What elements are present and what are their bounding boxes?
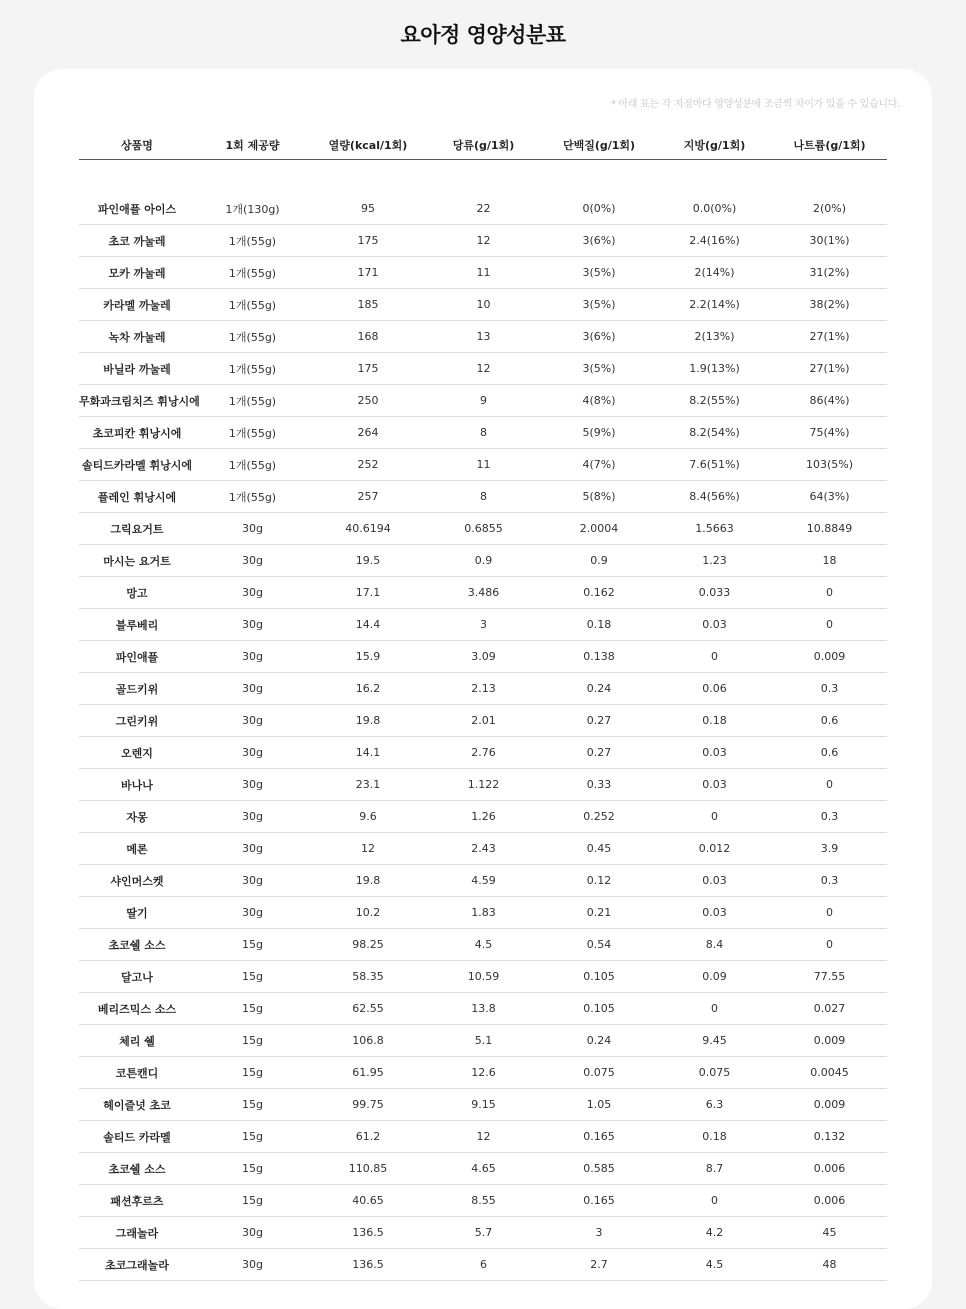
sugar-cell: 2.01 <box>471 714 496 727</box>
fat-cell: 0.18 <box>702 714 727 727</box>
calories-cell: 40.6194 <box>345 522 391 535</box>
protein-cell: 3(6%) <box>582 330 616 343</box>
protein-cell: 0.252 <box>583 810 615 823</box>
product-name-cell: 솔티드 카라멜 <box>103 1130 171 1144</box>
protein-cell: 0.54 <box>586 938 612 951</box>
sodium-cell: 0.009 <box>813 650 846 663</box>
sodium-cell: 64(3%) <box>809 490 850 503</box>
protein-cell: 2.0004 <box>579 522 619 535</box>
serving-size-cell: 30g <box>242 1258 263 1271</box>
sugar-cell: 12 <box>476 234 491 247</box>
serving-size-cell: 1개(55g) <box>228 266 277 280</box>
serving-size-cell: 15g <box>242 938 263 951</box>
sodium-cell: 27(1%) <box>809 362 850 375</box>
table-row <box>79 993 887 1025</box>
serving-size-cell: 30g <box>242 778 263 791</box>
sugar-cell: 3.09 <box>471 650 496 663</box>
protein-cell: 4(7%) <box>582 458 616 471</box>
sugar-cell: 0.9 <box>474 554 493 567</box>
calories-cell: 98.25 <box>352 938 384 951</box>
serving-size-cell: 30g <box>242 1226 263 1239</box>
calories-cell: 175 <box>357 362 379 375</box>
calories-cell: 185 <box>357 298 379 311</box>
sugar-cell: 10.59 <box>467 970 500 983</box>
fat-cell: 0.03 <box>702 746 727 759</box>
product-name-cell: 바나나 <box>121 778 153 792</box>
sugar-cell: 12 <box>476 1130 491 1143</box>
sugar-cell: 3.486 <box>467 586 500 599</box>
calories-cell: 175 <box>357 234 379 247</box>
fat-cell: 0.033 <box>698 586 731 599</box>
protein-cell: 0.33 <box>586 778 612 791</box>
product-name-cell: 솔티드카라멜 휘낭시에 <box>81 458 193 472</box>
sugar-cell: 3 <box>480 618 487 631</box>
column-header-protein: 단백질(g/1회) <box>562 139 636 152</box>
calories-cell: 252 <box>357 458 379 471</box>
serving-size-cell: 30g <box>242 746 263 759</box>
sodium-cell: 0 <box>826 586 833 599</box>
protein-cell: 0.21 <box>586 906 612 919</box>
fat-cell: 0.06 <box>702 682 727 695</box>
serving-size-cell: 30g <box>242 650 263 663</box>
calories-cell: 171 <box>357 266 379 279</box>
calories-cell: 62.55 <box>352 1002 384 1015</box>
sugar-cell: 0.6855 <box>464 522 503 535</box>
table-row <box>79 1217 887 1249</box>
table-row <box>79 865 887 897</box>
product-name-cell: 패션후르츠 <box>110 1194 164 1208</box>
sodium-cell: 2(0%) <box>812 202 847 215</box>
fat-cell: 6.3 <box>705 1098 724 1111</box>
protein-cell: 0.075 <box>583 1066 615 1079</box>
protein-cell: 3(5%) <box>582 266 616 279</box>
serving-size-cell: 15g <box>242 1162 263 1175</box>
serving-size-cell: 30g <box>242 522 263 535</box>
serving-size-cell: 15g <box>242 1130 263 1143</box>
product-name-cell: 오렌지 <box>121 746 153 760</box>
serving-size-cell: 15g <box>242 1194 263 1207</box>
table-row <box>79 353 887 385</box>
protein-cell: 0.24 <box>586 1034 612 1047</box>
fat-cell: 0 <box>711 650 718 663</box>
serving-size-cell: 30g <box>242 810 263 823</box>
table-header <box>79 131 887 160</box>
table-row <box>79 1153 887 1185</box>
calories-cell: 136.5 <box>352 1258 384 1271</box>
product-name-cell: 메론 <box>126 842 148 856</box>
sugar-cell: 1.26 <box>471 810 496 823</box>
product-name-cell: 딸기 <box>126 906 148 920</box>
table-row <box>79 897 887 929</box>
protein-cell: 3(6%) <box>582 234 616 247</box>
sodium-cell: 0.3 <box>820 874 839 887</box>
sugar-cell: 13.8 <box>471 1002 496 1015</box>
serving-size-cell: 1개(55g) <box>228 234 277 248</box>
sugar-cell: 5.7 <box>474 1226 493 1239</box>
calories-cell: 58.35 <box>352 970 384 983</box>
table-row <box>79 225 887 257</box>
serving-size-cell: 1개(130g) <box>225 202 280 216</box>
fat-cell: 8.2(54%) <box>689 426 740 439</box>
serving-size-cell: 30g <box>242 618 263 631</box>
fat-cell: 2.4(16%) <box>689 234 740 247</box>
column-header-fat: 지방(g/1회) <box>683 139 746 152</box>
protein-cell: 2.7 <box>590 1258 608 1271</box>
sodium-cell: 0.6 <box>820 714 839 727</box>
table-row <box>79 417 887 449</box>
sodium-cell: 0.0045 <box>810 1066 849 1079</box>
protein-cell: 0.165 <box>583 1130 615 1143</box>
calories-cell: 61.2 <box>355 1130 381 1143</box>
protein-cell: 0.162 <box>583 586 615 599</box>
fat-cell: 4.5 <box>705 1258 724 1271</box>
product-name-cell: 플레인 휘낭시에 <box>97 490 177 504</box>
product-name-cell: 초코쉘 소스 <box>108 938 166 952</box>
sodium-cell: 3.9 <box>820 842 839 855</box>
page-title: 요아정 영양성분표 <box>400 23 566 47</box>
calories-cell: 16.2 <box>355 682 381 695</box>
protein-cell: 0.9 <box>590 554 608 567</box>
column-header-serving: 1회 제공량 <box>225 139 280 152</box>
fat-cell: 0 <box>711 810 718 823</box>
sodium-cell: 77.55 <box>813 970 846 983</box>
table-row <box>79 801 887 833</box>
serving-size-cell: 30g <box>242 842 263 855</box>
table-row <box>79 833 887 865</box>
serving-size-cell: 30g <box>242 874 263 887</box>
table-row <box>79 481 887 513</box>
sugar-cell: 8 <box>480 490 487 503</box>
calories-cell: 40.65 <box>352 1194 384 1207</box>
sugar-cell: 12 <box>476 362 491 375</box>
fat-cell: 2(14%) <box>694 266 735 279</box>
serving-size-cell: 1개(55g) <box>228 426 277 440</box>
protein-cell: 0.27 <box>586 746 612 759</box>
fat-cell: 0 <box>711 1194 718 1207</box>
calories-cell: 136.5 <box>352 1226 384 1239</box>
serving-size-cell: 15g <box>242 1066 263 1079</box>
calories-cell: 9.6 <box>359 810 377 823</box>
sodium-cell: 0 <box>826 938 833 951</box>
fat-cell: 0.0(0%) <box>692 202 737 215</box>
sugar-cell: 4.65 <box>471 1162 496 1175</box>
protein-cell: 4(8%) <box>582 394 616 407</box>
product-name-cell: 체리 쉘 <box>119 1034 155 1048</box>
product-name-cell: 그린키위 <box>115 714 159 728</box>
sugar-cell: 12.6 <box>471 1066 496 1079</box>
serving-size-cell: 1개(55g) <box>228 330 277 344</box>
table-row <box>79 1121 887 1153</box>
calories-cell: 19.8 <box>355 874 381 887</box>
protein-cell: 0.105 <box>583 970 615 983</box>
protein-cell: 0.18 <box>586 618 612 631</box>
protein-cell: 0.165 <box>583 1194 615 1207</box>
sodium-cell: 0.132 <box>813 1130 846 1143</box>
calories-cell: 19.5 <box>355 554 381 567</box>
product-name-cell: 그래놀라 <box>115 1226 159 1240</box>
serving-size-cell: 1개(55g) <box>228 490 277 504</box>
fat-cell: 8.4(56%) <box>689 490 740 503</box>
product-name-cell: 카라멜 까눌레 <box>103 298 171 312</box>
fat-cell: 0.075 <box>698 1066 731 1079</box>
table-row <box>79 641 887 673</box>
calories-cell: 12 <box>361 842 375 855</box>
serving-size-cell: 1개(55g) <box>228 362 277 376</box>
table-row <box>79 929 887 961</box>
table-row <box>79 961 887 993</box>
product-name-cell: 그릭요거트 <box>110 522 164 536</box>
serving-size-cell: 15g <box>242 1034 263 1047</box>
table-row <box>79 1057 887 1089</box>
protein-cell: 3(5%) <box>582 362 616 375</box>
product-name-cell: 달고나 <box>121 970 153 984</box>
product-name-cell: 헤이즐넛 초코 <box>103 1098 171 1112</box>
fat-cell: 4.2 <box>705 1226 724 1239</box>
protein-cell: 3(5%) <box>582 298 616 311</box>
sugar-cell: 6 <box>480 1258 487 1271</box>
fat-cell: 0.03 <box>702 874 727 887</box>
table-row <box>79 577 887 609</box>
serving-size-cell: 30g <box>242 682 263 695</box>
sugar-cell: 22 <box>476 202 491 215</box>
product-name-cell: 샤인머스켓 <box>110 874 164 888</box>
fat-cell: 0.03 <box>702 618 727 631</box>
product-name-cell: 초코그래놀라 <box>105 1258 169 1272</box>
calories-cell: 23.1 <box>355 778 381 791</box>
sugar-cell: 1.83 <box>471 906 496 919</box>
serving-size-cell: 30g <box>242 906 263 919</box>
table-row <box>79 289 887 321</box>
serving-size-cell: 15g <box>242 1098 263 1111</box>
serving-size-cell: 1개(55g) <box>228 458 277 472</box>
calories-cell: 14.1 <box>355 746 381 759</box>
product-name-cell: 파인애플 아이스 <box>97 202 177 216</box>
fat-cell: 1.9(13%) <box>689 362 740 375</box>
calories-cell: 106.8 <box>352 1034 384 1047</box>
sodium-cell: 0.009 <box>813 1034 846 1047</box>
table-row <box>79 673 887 705</box>
fat-cell: 8.4 <box>705 938 724 951</box>
sodium-cell: 0.027 <box>813 1002 846 1015</box>
product-name-cell: 코튼캔디 <box>115 1066 159 1080</box>
product-name-cell: 파인애플 <box>115 650 159 664</box>
fat-cell: 8.7 <box>705 1162 724 1175</box>
sugar-cell: 4.5 <box>474 938 493 951</box>
sodium-cell: 31(2%) <box>809 266 850 279</box>
fat-cell: 0.09 <box>702 970 727 983</box>
calories-cell: 250 <box>357 394 379 407</box>
sugar-cell: 13 <box>476 330 491 343</box>
table-row <box>79 769 887 801</box>
fat-cell: 0.03 <box>702 778 727 791</box>
sodium-cell: 45 <box>822 1226 837 1239</box>
fat-cell: 7.6(51%) <box>689 458 740 471</box>
sodium-cell: 10.8849 <box>806 522 853 535</box>
sodium-cell: 18 <box>822 554 837 567</box>
sugar-cell: 8 <box>480 426 487 439</box>
protein-cell: 0(0%) <box>582 202 616 215</box>
table-row <box>79 513 887 545</box>
table-row <box>79 609 887 641</box>
table-row <box>79 257 887 289</box>
product-name-cell: 블루베리 <box>115 618 159 632</box>
sodium-cell: 38(2%) <box>809 298 850 311</box>
sugar-cell: 9 <box>480 394 487 407</box>
product-name-cell: 초코피칸 휘낭시에 <box>92 426 182 440</box>
table-row <box>79 737 887 769</box>
calories-cell: 110.85 <box>348 1162 388 1175</box>
product-name-cell: 초코 까눌레 <box>108 234 166 248</box>
column-header-sugar: 당류(g/1회) <box>452 139 515 152</box>
calories-cell: 10.2 <box>355 906 381 919</box>
sugar-cell: 4.59 <box>471 874 496 887</box>
calories-cell: 14.4 <box>355 618 381 631</box>
protein-cell: 0.105 <box>583 1002 615 1015</box>
header-spacer <box>79 160 887 193</box>
sugar-cell: 11 <box>476 458 491 471</box>
calories-cell: 168 <box>357 330 379 343</box>
sugar-cell: 10 <box>476 298 491 311</box>
product-name-cell: 골드키위 <box>115 682 159 696</box>
table-row <box>79 1089 887 1121</box>
fat-cell: 2.2(14%) <box>689 298 740 311</box>
fat-cell: 8.2(55%) <box>689 394 740 407</box>
product-name-cell: 무화과크림치즈 휘낭시에 <box>79 394 200 408</box>
protein-cell: 0.24 <box>586 682 612 695</box>
column-header-calories: 열량(kcal/1회) <box>328 139 408 152</box>
product-name-cell: 바닐라 까눌레 <box>103 362 171 376</box>
disclaimer-note: * 아래 표는 각 지점마다 영양성분에 조금씩 차이가 있을 수 있습니다. <box>610 99 900 110</box>
sodium-cell: 0.009 <box>813 1098 846 1111</box>
table-row <box>79 1025 887 1057</box>
sodium-cell: 75(4%) <box>809 426 850 439</box>
product-name-cell: 초코쉘 소스 <box>108 1162 166 1176</box>
serving-size-cell: 30g <box>242 586 263 599</box>
sugar-cell: 8.55 <box>471 1194 496 1207</box>
sugar-cell: 11 <box>476 266 491 279</box>
sodium-cell: 0.6 <box>820 746 839 759</box>
calories-cell: 99.75 <box>352 1098 384 1111</box>
serving-size-cell: 1개(55g) <box>228 298 277 312</box>
sugar-cell: 1.122 <box>467 778 500 791</box>
sodium-cell: 0 <box>826 778 833 791</box>
sugar-cell: 2.43 <box>471 842 496 855</box>
protein-cell: 0.585 <box>583 1162 615 1175</box>
calories-cell: 95 <box>361 202 375 215</box>
calories-cell: 61.95 <box>352 1066 384 1079</box>
sodium-cell: 103(5%) <box>805 458 854 471</box>
table-body <box>79 193 887 1281</box>
nutrition-card <box>34 69 932 1309</box>
sugar-cell: 9.15 <box>471 1098 496 1111</box>
column-header-sodium: 나트륨(g/1회) <box>793 139 866 152</box>
fat-cell: 0.03 <box>702 906 727 919</box>
fat-cell: 0.18 <box>702 1130 727 1143</box>
calories-cell: 17.1 <box>355 586 381 599</box>
sodium-cell: 0.3 <box>820 682 839 695</box>
serving-size-cell: 15g <box>242 970 263 983</box>
sugar-cell: 2.76 <box>471 746 496 759</box>
product-name-cell: 베리즈믹스 소스 <box>97 1002 177 1016</box>
sodium-cell: 30(1%) <box>809 234 850 247</box>
protein-cell: 0.138 <box>583 650 615 663</box>
protein-cell: 3 <box>595 1226 603 1239</box>
sodium-cell: 0 <box>826 618 833 631</box>
protein-cell: 1.05 <box>586 1098 612 1111</box>
serving-size-cell: 30g <box>242 714 263 727</box>
calories-cell: 264 <box>357 426 379 439</box>
sodium-cell: 27(1%) <box>809 330 850 343</box>
product-name-cell: 자몽 <box>126 810 148 824</box>
serving-size-cell: 1개(55g) <box>228 394 277 408</box>
calories-cell: 15.9 <box>355 650 381 663</box>
calories-cell: 257 <box>357 490 379 503</box>
table-row <box>79 193 887 225</box>
table-row <box>79 705 887 737</box>
sugar-cell: 5.1 <box>474 1034 493 1047</box>
calories-cell: 19.8 <box>355 714 381 727</box>
sugar-cell: 2.13 <box>471 682 496 695</box>
table-row <box>79 385 887 417</box>
product-name-cell: 녹차 까눌레 <box>108 330 166 344</box>
nutrition-table <box>79 131 887 1281</box>
column-header-product: 상품명 <box>121 139 153 152</box>
table-row <box>79 449 887 481</box>
protein-cell: 0.12 <box>586 874 612 887</box>
sodium-cell: 0.006 <box>813 1194 846 1207</box>
sodium-cell: 48 <box>822 1258 837 1271</box>
fat-cell: 2(13%) <box>694 330 735 343</box>
fat-cell: 9.45 <box>702 1034 727 1047</box>
protein-cell: 5(9%) <box>582 426 616 439</box>
table-row <box>79 321 887 353</box>
table-row <box>79 1249 887 1281</box>
sodium-cell: 86(4%) <box>809 394 850 407</box>
sodium-cell: 0 <box>826 906 833 919</box>
fat-cell: 0.012 <box>698 842 731 855</box>
product-name-cell: 마시는 요거트 <box>103 554 171 568</box>
serving-size-cell: 15g <box>242 1002 263 1015</box>
sodium-cell: 0.3 <box>820 810 839 823</box>
protein-cell: 0.45 <box>586 842 612 855</box>
table-row <box>79 1185 887 1217</box>
fat-cell: 0 <box>711 1002 718 1015</box>
table-row <box>79 545 887 577</box>
product-name-cell: 모카 까눌레 <box>108 266 166 280</box>
fat-cell: 1.23 <box>702 554 727 567</box>
sodium-cell: 0.006 <box>813 1162 846 1175</box>
protein-cell: 0.27 <box>586 714 612 727</box>
serving-size-cell: 30g <box>242 554 263 567</box>
fat-cell: 1.5663 <box>695 522 734 535</box>
product-name-cell: 망고 <box>126 586 148 600</box>
protein-cell: 5(8%) <box>582 490 616 503</box>
